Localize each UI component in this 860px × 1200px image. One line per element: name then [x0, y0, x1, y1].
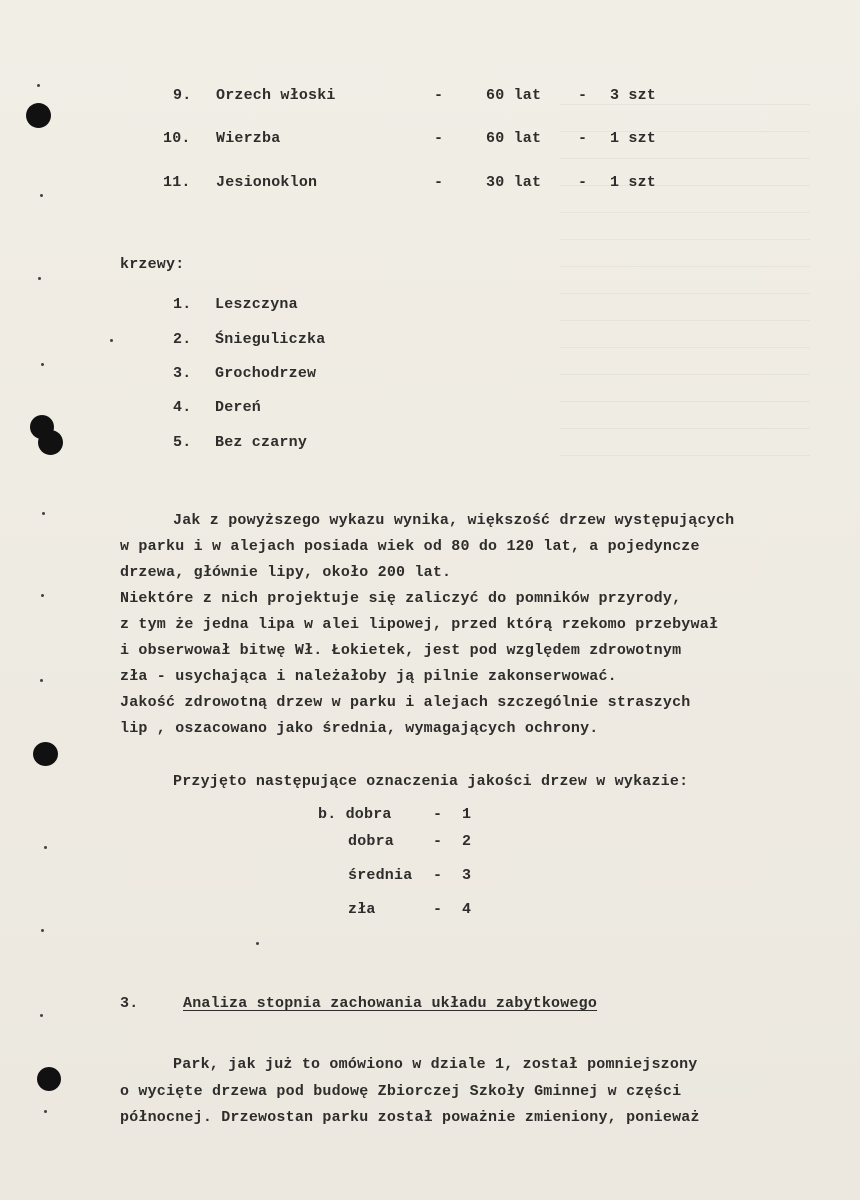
margin-dot	[44, 846, 47, 849]
tree-name: Wierzba	[216, 130, 281, 147]
paragraph-line: Park, jak już to omówiono w dziale 1, został pomniejszony	[173, 1056, 698, 1073]
margin-dot	[42, 512, 45, 515]
tree-number: 10.	[163, 130, 191, 147]
tree-number: 9.	[173, 87, 192, 104]
paragraph-line: północnej. Drzewostan parku został poważnie zmieniony, ponieważ	[120, 1109, 700, 1126]
quality-value: 2	[462, 833, 472, 850]
margin-dot	[256, 942, 259, 945]
quality-value: 1	[462, 806, 472, 823]
paragraph-line: Niektóre z nich projektuje się zaliczyć do pomników przyrody,	[120, 590, 682, 607]
tree-dash: -	[434, 87, 444, 104]
punch-hole	[33, 742, 58, 766]
tree-dash: -	[434, 130, 444, 147]
margin-dot	[38, 277, 41, 280]
quality-label: zła	[348, 901, 376, 918]
show-through-text	[560, 86, 810, 456]
shrub-number: 2.	[173, 331, 192, 348]
punch-hole	[38, 430, 63, 455]
tree-dash: -	[434, 174, 444, 191]
shrub-name: Śnieguliczka	[215, 331, 326, 348]
quality-value: 4	[462, 901, 472, 918]
paragraph-line: Jak z powyższego wykazu wynika, większość drzew występujących	[173, 512, 735, 529]
quality-label: dobra	[348, 833, 395, 850]
shrub-name: Grochodrzew	[215, 365, 317, 382]
shrub-number: 1.	[173, 296, 192, 313]
paragraph-line: drzewa, głównie lipy, około 200 lat.	[120, 564, 452, 581]
margin-dot	[40, 1014, 43, 1017]
tree-count: 1 szt	[610, 174, 657, 191]
margin-dot	[37, 84, 40, 87]
quality-dash: -	[433, 867, 443, 884]
margin-dot	[41, 363, 44, 366]
quality-dash: -	[433, 806, 443, 823]
paragraph-line: z tym że jedna lipa w alei lipowej, przed którą rzekomo przebywał	[120, 616, 719, 633]
quality-label: b. dobra	[318, 806, 392, 823]
paragraph-line: zła - usychająca i należałoby ją pilnie zakonserwować.	[120, 668, 617, 685]
paragraph-line: o wycięte drzewa pod budowę Zbiorczej Szkoły Gminnej w części	[120, 1083, 682, 1100]
paragraph-line: w parku i w alejach posiada wiek od 80 do 120 lat, a pojedyncze	[120, 538, 700, 555]
punch-hole	[37, 1067, 61, 1091]
quality-dash: -	[433, 901, 443, 918]
margin-dot	[40, 679, 43, 682]
quality-intro: Przyjęto następujące oznaczenia jakości drzew w wykazie:	[173, 773, 689, 790]
tree-name: Orzech włoski	[216, 87, 336, 104]
quality-value: 3	[462, 867, 472, 884]
shrub-name: Bez czarny	[215, 434, 308, 451]
section-number: 3.	[120, 995, 139, 1012]
tree-age: 60 lat	[486, 87, 542, 104]
shrub-number: 4.	[173, 399, 192, 416]
tree-age: 60 lat	[486, 130, 542, 147]
paragraph-line: i obserwował bitwę Wł. Łokietek, jest pod względem zdrowotnym	[120, 642, 682, 659]
tree-number: 11.	[163, 174, 191, 191]
section-title: Analiza stopnia zachowania układu zabytkowego	[183, 995, 598, 1012]
margin-dot	[40, 194, 43, 197]
quality-dash: -	[433, 833, 443, 850]
tree-dash: -	[578, 87, 588, 104]
punch-hole	[26, 103, 51, 128]
tree-name: Jesionoklon	[216, 174, 318, 191]
shrub-number: 3.	[173, 365, 192, 382]
margin-dot	[44, 1110, 47, 1113]
shrub-number: 5.	[173, 434, 192, 451]
tree-dash: -	[578, 174, 588, 191]
tree-count: 1 szt	[610, 130, 657, 147]
tree-dash: -	[578, 130, 588, 147]
margin-dot	[41, 594, 44, 597]
shrub-name: Leszczyna	[215, 296, 298, 313]
margin-dot	[41, 929, 44, 932]
quality-label: średnia	[348, 867, 413, 884]
tree-age: 30 lat	[486, 174, 542, 191]
tree-count: 3 szt	[610, 87, 657, 104]
paragraph-line: lip , oszacowano jako średnia, wymagających ochrony.	[120, 720, 599, 737]
shrubs-heading: krzewy:	[120, 256, 185, 273]
paragraph-line: Jakość zdrowotną drzew w parku i alejach szczególnie straszych	[120, 694, 691, 711]
margin-dot	[110, 339, 113, 342]
shrub-name: Dereń	[215, 399, 262, 416]
